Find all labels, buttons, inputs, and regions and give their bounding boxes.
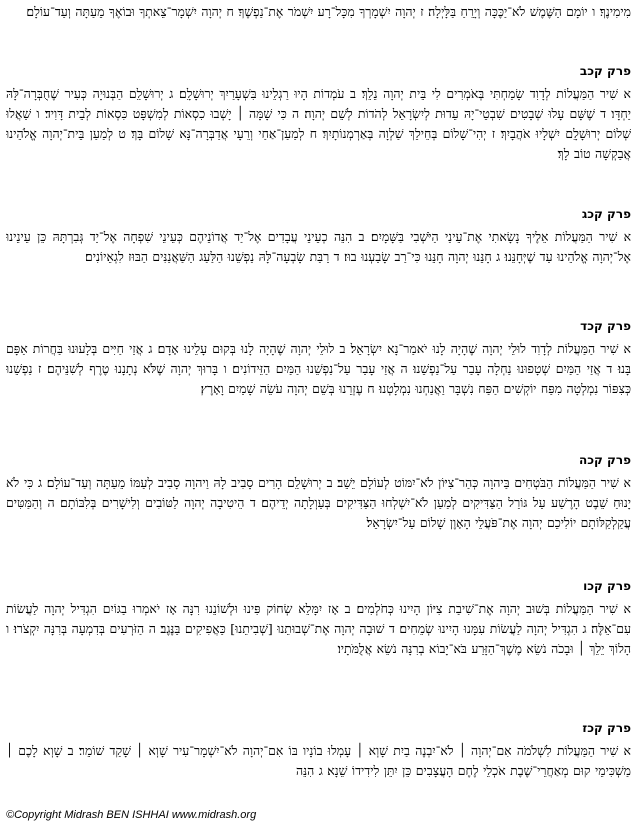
chapter-123 xyxy=(6,206,631,267)
chapter-122 xyxy=(6,63,631,164)
intro-block xyxy=(6,2,631,22)
chapter-heading: פרק קכד xyxy=(580,319,631,333)
chapter-heading: פרק קכג xyxy=(581,207,631,221)
copyright-notice: ©Copyright Midrash BEN ISHHAI www.midrash.org xyxy=(6,809,257,821)
chapter-text: א שִׁיר הַמַּעֲלוֹת אֵלֶיךָ נָשָׂאתִי אֶת־עֵינַי הַיֹּשְׁבִי בַּשָּׁמָיִם׃ ב הִנֵּה כְעֵינֵי עֲבָדִים אֶל־יַד אֲדוֹנֵיהֶם כְּעֵינֵי שִׁפְחָה אֶל־יַד גְּבִרְתָּהּ כֵּן עֵינֵינוּ אֶל־יְהוָה אֱלֹהֵינוּ עַד שֶׁיְּחָנֵּנוּ׃ ג חָנֵּנוּ יְהוָה חָנֵּנוּ כִּי־רַב שָׂבַעְנוּ בוּז׃ ד רַבַּת שָׂבְעָה־לָּהּ נַפְשֵׁנוּ הַלַּעַג הַשַּׁאֲנַנִּים הַבּוּז לִגְאֵיוֹנִים׃ xyxy=(6,229,631,264)
chapter-text: א שִׁיר הַמַּעֲלוֹת לְדָוִד שָׂמַחְתִּי בְּאֹמְרִים לִי בֵּית יְהוָה נֵלֵךְ׃ ב עֹמְדוֹת הָיוּ רַגְלֵינוּ בִּשְׁעָרַיִךְ יְרוּשָׁלִָם׃ ג יְרוּשָׁלִַם הַבְּנוּיָה כְּעִיר שֶׁחֻבְּרָה־לָּהּ יַחְדָּו׃ ד שֶׁשָּׁם עָלוּ שְׁבָטִים שִׁבְטֵי־יָהּ עֵדוּת לְיִשְׂרָאֵל לְהֹדוֹת לְשֵׁם יְהוָה׃ ה כִּי שָׁמָּה ׀ יָשְׁבוּ כִסְאוֹת לְמִשְׁפָּט כִּסְאוֹת לְבֵית דָּוִיד׃ ו שַׁאֲלוּ שְׁלוֹם יְרוּשָׁלִָם יִשְׁלָיוּ אֹהֲבָיִךְ׃ ז יְהִי־שָׁלוֹם בְּחֵילֵךְ שַׁלְוָה בְּאַרְמְנוֹתָיִךְ׃ ח לְמַעַן־אַחַי וְרֵעָי אֲדַבְּרָה־נָּא שָׁלוֹם בָּךְ׃ ט לְמַעַן בֵּית־יְהוָה אֱלֹהֵינוּ אֲבַקְשָׁה טוֹב לָךְ׃ xyxy=(6,86,631,161)
chapter-heading: פרק קכז xyxy=(582,721,631,735)
intro-verses: מִימִינֶךָ׃ ו יוֹמָם הַשֶּׁמֶשׁ לֹא־יַכֶּכָּה וְיָרֵחַ בַּלָּיְלָה׃ ז יְהוָה יִשְׁמָרְךָ מִכָּל־רָע יִשְׁמֹר אֶת־נַפְשֶׁךָ׃ ח יְהוָה יִשְׁמָר־צֵאתְךָ וּבוֹאֶךָ מֵעַתָּה וְעַד־עוֹלָם׃ xyxy=(26,4,631,19)
chapter-heading: פרק קכב xyxy=(579,64,631,78)
chapter-text: א שִׁיר הַמַּעֲלוֹת בְּשׁוּב יְהוָה אֶת־שִׁיבַת צִיּוֹן הָיִינוּ כְּחֹלְמִים׃ ב אָז יִמָּלֵא שְׂחוֹק פִּינוּ וּלְשׁוֹנֵנוּ רִנָּה אָז יֹאמְרוּ בַגּוֹיִם הִגְדִּיל יְהוָה לַעֲשׂוֹת עִם־אֵלֶּה׃ ג הִגְדִּיל יְהוָה לַעֲשׂוֹת עִמָּנוּ הָיִינוּ שְׂמֵחִים׃ ד שׁוּבָה יְהוָה אֶת־שְׁבוּתֵנוּ [שְׁבִיתֵנוּ] כַּאֲפִיקִים בַּנֶּגֶב׃ ה הַזֹּרְעִים בְּדִמְעָה בְּרִנָּה יִקְצֹרוּ׃ ו הָלוֹךְ יֵלֵךְ ׀ וּבָכֹה נֹשֵׂא מֶשֶׁךְ־הַזָּרַע בֹּא־יָבוֹא בְרִנָּה נֹשֵׂא אֲלֻמֹּתָיו׃ xyxy=(6,601,631,656)
chapter-124 xyxy=(6,318,631,399)
chapter-text: א שִׁיר הַמַּעֲלוֹת הַבֹּטְחִים בַּיהוָה כְּהַר־צִיּוֹן לֹא־יִמּוֹט לְעוֹלָם יֵשֵׁב׃ ב יְרוּשָׁלִַם הָרִים סָבִיב לָהּ וַיהוָה סָבִיב לְעַמּוֹ מֵעַתָּה וְעַד־עוֹלָם׃ ג כִּי לֹא יָנוּחַ שֵׁבֶט הָרֶשַׁע עַל גּוֹרַל הַצַּדִּיקִים לְמַעַן לֹא־יִשְׁלְחוּ הַצַּדִּיקִים בְּעַוְלָתָה יְדֵיהֶם׃ ד הֵיטִיבָה יְהוָה לַטּוֹבִים וְלִישָׁרִים בְּלִבּוֹתָם׃ ה וְהַמַּטִּים עֲקַלְקַלּוֹתָם יוֹלִיכֵם יְהוָה אֶת־פֹּעֲלֵי הָאָוֶן שָׁלוֹם עַל־יִשְׂרָאֵל׃ xyxy=(6,475,631,530)
chapter-127 xyxy=(6,720,631,781)
chapter-heading: פרק קכה xyxy=(578,453,631,467)
chapter-125 xyxy=(6,452,631,533)
chapter-heading: פרק קכו xyxy=(583,579,631,593)
chapter-text: א שִׁיר הַמַּעֲלוֹת לִשְׁלֹמֹה אִם־יְהוָה ׀ לֹא־יִבְנֶה בַיִת שָׁוְא ׀ עָמְלוּ בוֹנָיו בּוֹ אִם־יְהוָה לֹא־יִשְׁמָר־עִיר שָׁוְא ׀ שָׁקַד שׁוֹמֵר׃ ב שָׁוְא לָכֶם ׀ מַשְׁכִּימֵי קוּם מְאַחֲרֵי־שֶׁבֶת אֹכְלֵי לֶחֶם הָעֲצָבִים כֵּן יִתֵּן לִידִידוֹ שֵׁנָא׃ ג הִנֵּה xyxy=(6,743,631,778)
chapter-text: א שִׁיר הַמַּעֲלוֹת לְדָוִד לוּלֵי יְהוָה שֶׁהָיָה לָנוּ יֹאמַר־נָא יִשְׂרָאֵל׃ ב לוּלֵי יְהוָה שֶׁהָיָה לָנוּ בְּקוּם עָלֵינוּ אָדָם׃ ג אֲזַי חַיִּים בְּלָעוּנוּ בַּחֲרוֹת אַפָּם בָּנוּ׃ ד אֲזַי הַמַּיִם שְׁטָפוּנוּ נַחְלָה עָבַר עַל־נַפְשֵׁנוּ׃ ה אֲזַי עָבַר עַל־נַפְשֵׁנוּ הַמַּיִם הַזֵּידוֹנִים׃ ו בָּרוּךְ יְהוָה שֶׁלֹּא נְתָנָנוּ טֶרֶף לְשִׁנֵּיהֶם׃ ז נַפְשֵׁנוּ כְּצִפּוֹר נִמְלְטָה מִפַּח יוֹקְשִׁים הַפַּח נִשְׁבָּר וַאֲנַחְנוּ נִמְלָטְנוּ׃ ח עֶזְרֵנוּ בְּשֵׁם יְהוָה עֹשֵׂה שָׁמַיִם וָאָרֶץ׃ xyxy=(6,341,631,396)
chapter-126 xyxy=(6,578,631,659)
document-page xyxy=(6,2,631,804)
